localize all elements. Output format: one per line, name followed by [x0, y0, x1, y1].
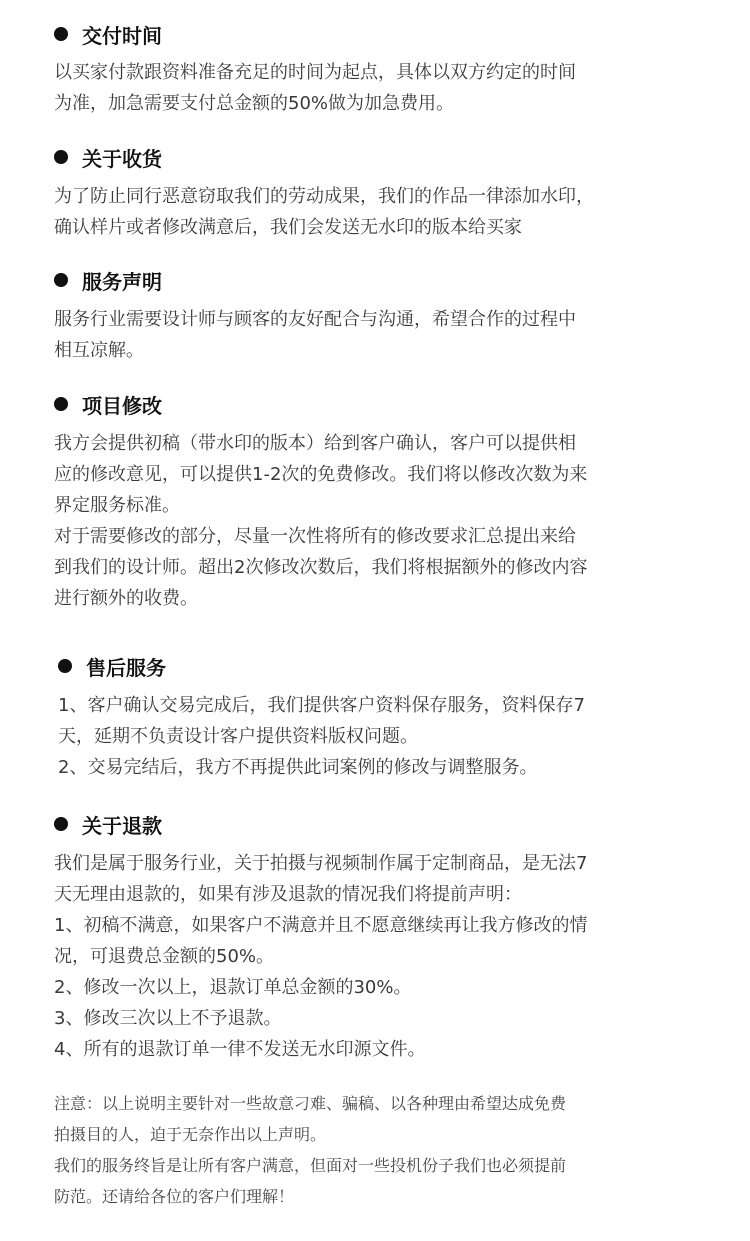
- section-heading-service-statement: [54, 264, 162, 296]
- body-line: 我方会提供初稿（带水印的版本）给到客户确认，客户可以提供相: [54, 433, 576, 454]
- body-line: 2、修改一次以上，退款订单总金额的30%。: [54, 977, 412, 998]
- section-heading-project-revision: [54, 388, 162, 420]
- body-line: 2、交易完结后，我方不再提供此词案例的修改与调整服务。: [58, 757, 538, 778]
- body-line: 1、初稿不满意，如果客户不满意并且不愿意继续再让我方修改的情: [54, 915, 588, 936]
- note-line: 注意：以上说明主要针对一些故意刁难、骗稿、以各种理由希望达成免费: [54, 1094, 567, 1113]
- section-body-project-revision: [54, 428, 587, 614]
- body-line: 4、所有的退款订单一律不发送无水印源文件。: [54, 1039, 426, 1060]
- section-body-delivery-time: [54, 57, 576, 119]
- body-line: 况，可退费总金额的50%。: [54, 946, 275, 967]
- section-heading-after-sales: [58, 650, 166, 682]
- body-line: 我们是属于服务行业，关于拍摄与视频制作属于定制商品，是无法7: [54, 853, 588, 874]
- note-line: 防范。还请给各位的客户们理解！: [54, 1187, 295, 1206]
- section-title: 项目修改: [82, 393, 162, 418]
- section-body-refund: [54, 848, 587, 1065]
- body-line: 3、修改三次以上不予退款。: [54, 1008, 282, 1029]
- body-line: 进行额外的收费。: [54, 588, 198, 609]
- note-line: 我们的服务终旨是让所有客户满意，但面对一些投机份子我们也必须提前: [54, 1156, 567, 1175]
- section-title: 服务声明: [82, 269, 162, 294]
- section-heading-refund: [54, 808, 162, 840]
- body-line: 对于需要修改的部分，尽量一次性将所有的修改要求汇总提出来给: [54, 526, 576, 547]
- disclaimer-note: [54, 1088, 566, 1212]
- body-line: 服务行业需要设计师与顾客的友好配合与沟通，希望合作的过程中: [54, 309, 576, 330]
- body-line: 天，延期不负责设计客户提供资料版权问题。: [58, 726, 418, 747]
- body-line: 天无理由退款的，如果有涉及退款的情况我们将提前声明：: [54, 884, 522, 905]
- section-body-after-sales: [58, 690, 585, 783]
- bullet-dot-icon: [58, 659, 72, 673]
- body-line: 界定服务标准。: [54, 495, 180, 516]
- section-title: 交付时间: [82, 23, 162, 48]
- section-title: 关于收货: [82, 146, 162, 171]
- body-line: 1、客户确认交易完成后，我们提供客户资料保存服务，资料保存7: [58, 695, 585, 716]
- body-line: 为准，加急需要支付总金额的50%做为加急费用。: [54, 93, 455, 114]
- section-title: 关于退款: [82, 813, 162, 838]
- body-line: 确认样片或者修改满意后，我们会发送无水印的版本给买家: [54, 217, 522, 238]
- note-line: 拍摄目的人，迫于无奈作出以上声明。: [54, 1125, 327, 1144]
- body-line: 应的修改意见，可以提供1-2次的免费修改。我们将以修改次数为来: [54, 464, 588, 485]
- section-body-service-statement: [54, 304, 576, 366]
- body-line: 为了防止同行恶意窃取我们的劳动成果，我们的作品一律添加水印，: [54, 186, 594, 207]
- body-line: 以买家付款跟资料准备充足的时间为起点，具体以双方约定的时间: [54, 62, 576, 83]
- bullet-dot-icon: [54, 273, 68, 287]
- body-line: 到我们的设计师。超出2次修改次数后，我们将根据额外的修改内容: [54, 557, 588, 578]
- section-heading-delivery-time: [54, 18, 162, 50]
- bullet-dot-icon: [54, 27, 68, 41]
- bullet-dot-icon: [54, 150, 68, 164]
- section-title: 售后服务: [86, 655, 166, 680]
- section-heading-receiving: [54, 141, 162, 173]
- section-body-receiving: [54, 181, 594, 243]
- bullet-dot-icon: [54, 817, 68, 831]
- body-line: 相互凉解。: [54, 340, 144, 361]
- bullet-dot-icon: [54, 397, 68, 411]
